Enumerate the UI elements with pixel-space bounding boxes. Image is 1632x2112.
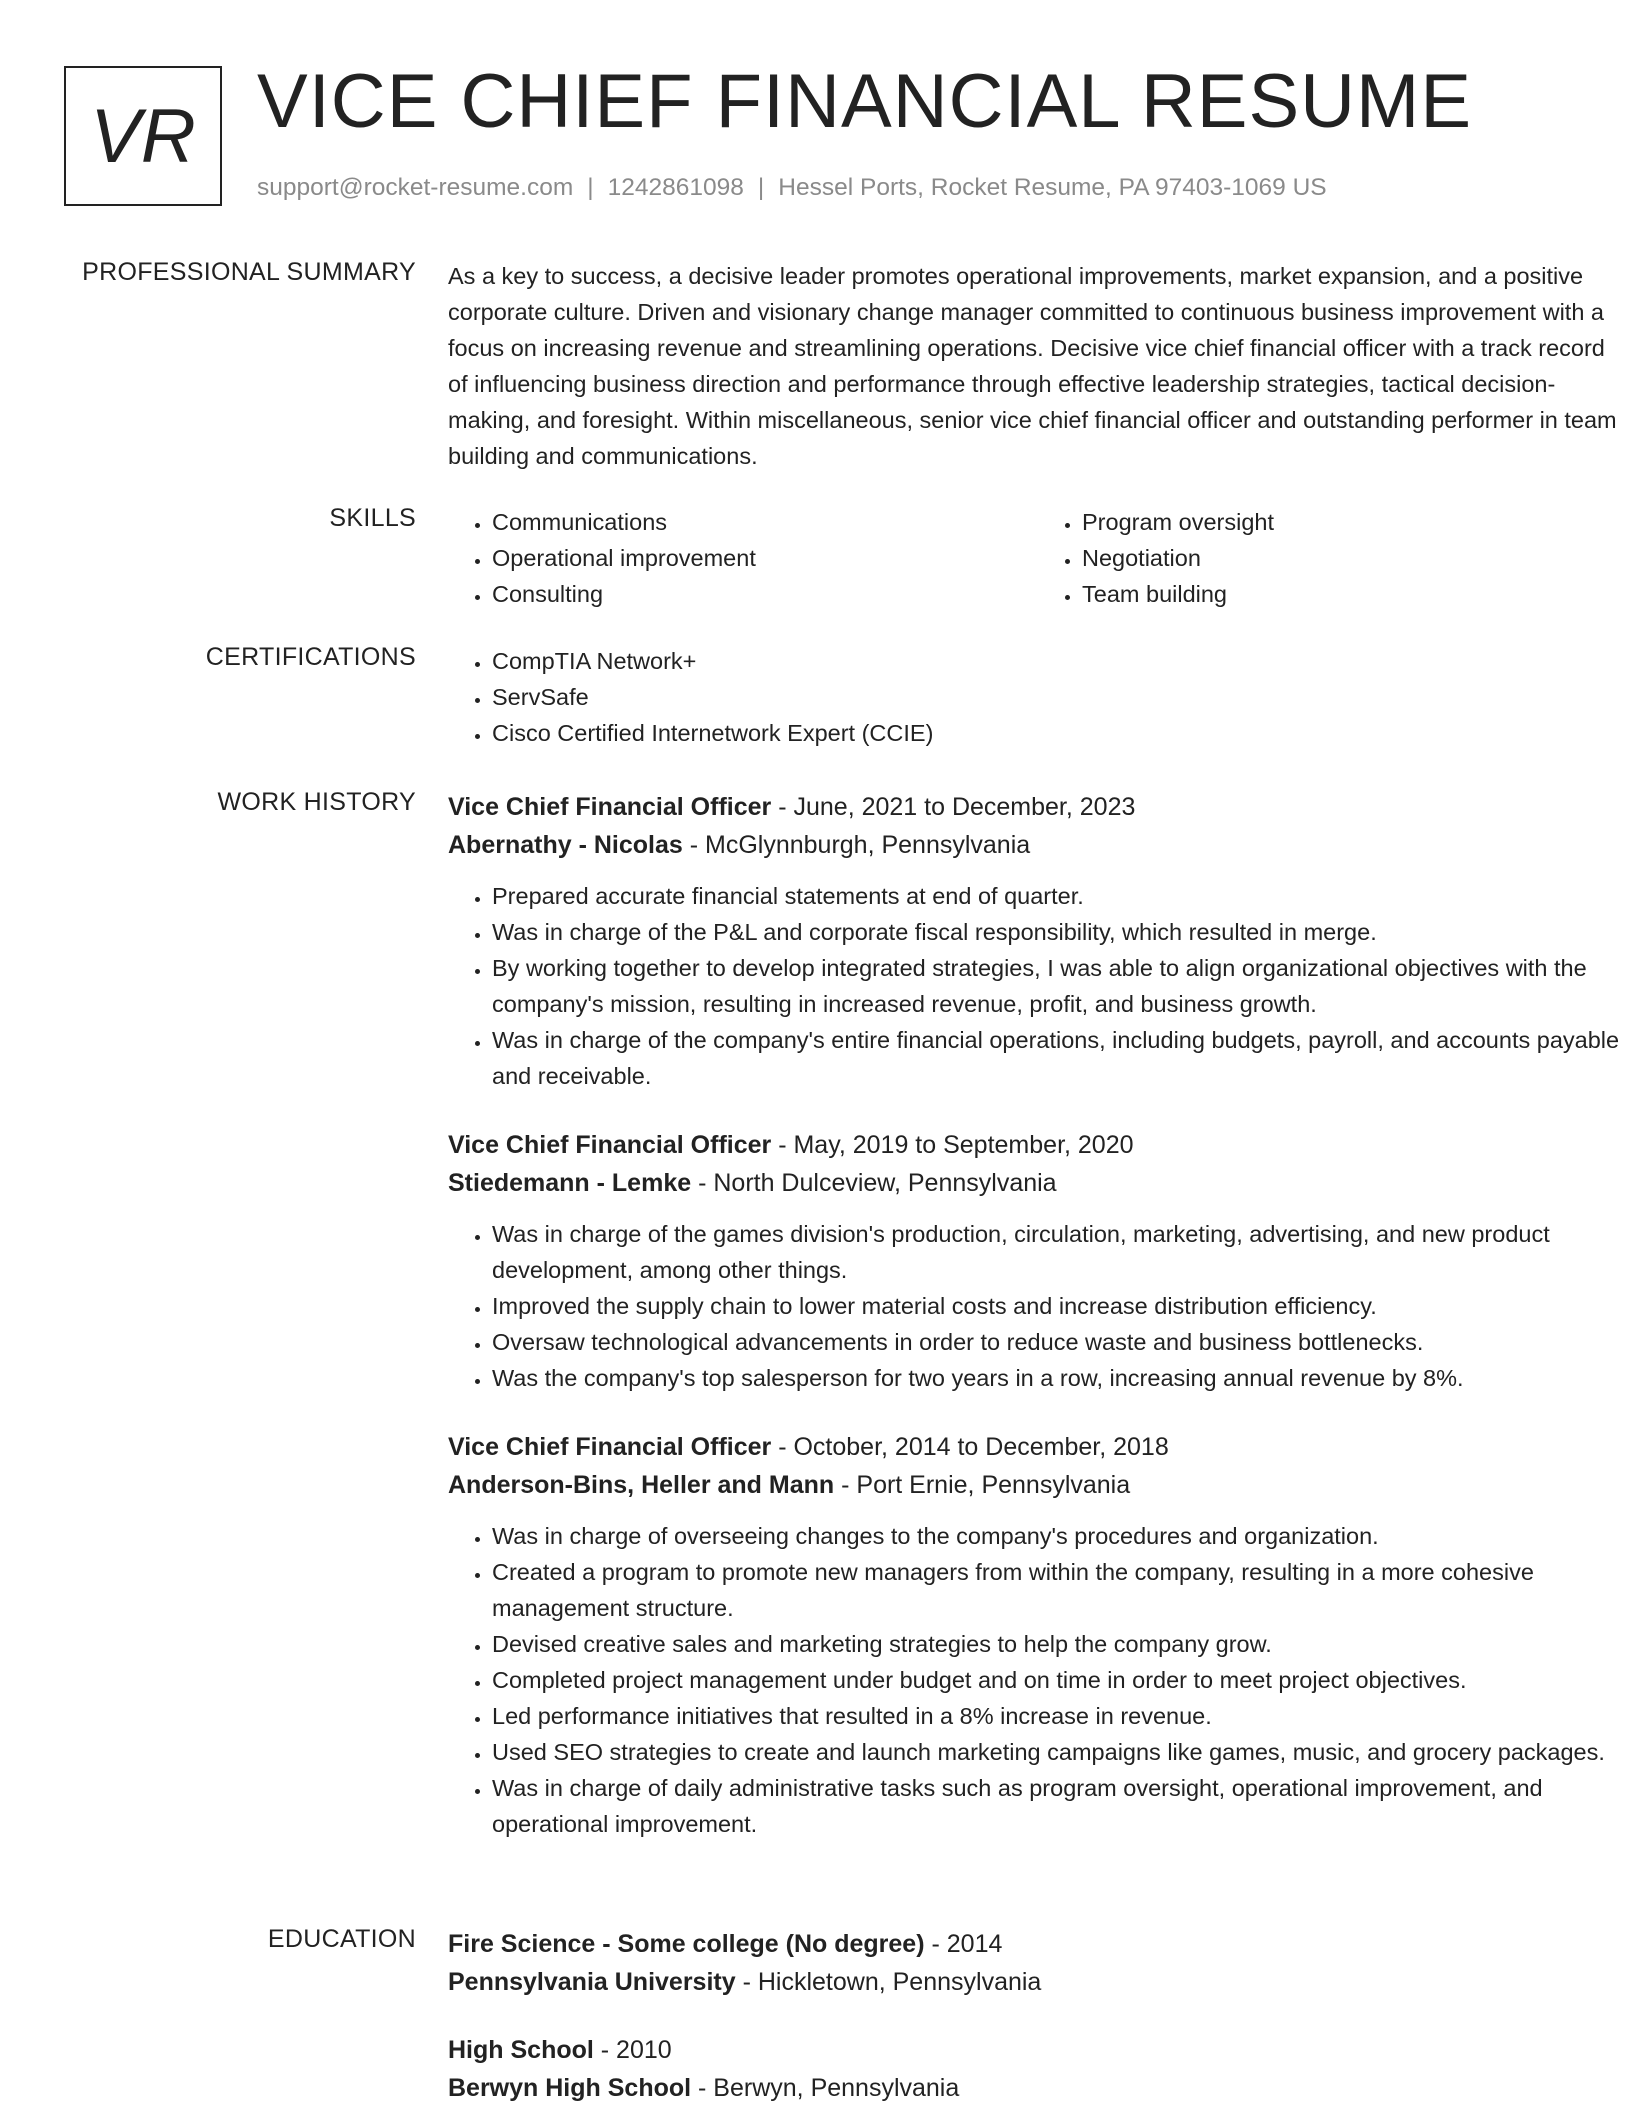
education-school-line xyxy=(448,1963,1628,2001)
job-bullets xyxy=(448,1518,1628,1842)
education-entry xyxy=(448,2031,1628,2107)
education-entry xyxy=(448,1925,1628,2001)
education-location: - Berwyn, Pennsylvania xyxy=(691,2074,960,2102)
education-degree: Fire Science - Some college (No degree) xyxy=(448,1930,925,1958)
resume-header xyxy=(64,59,1564,216)
summary-text: As a key to success, a decisive leader promotes operational improvements, market expansion, and a positive corporate culture. Driven and visionary change manager committed to continuous business improvement with a focus on increasing revenue and streamlining operations. Decisive vice chief financial officer with a track record of influencing business direction and performance through effective leadership strategies, tactical decision-making, and foresight. Within miscellaneous, senior vice chief financial officer and outstanding performer in team building and communications. xyxy=(448,263,1617,469)
contact-separator: | xyxy=(587,174,594,201)
job-role-line xyxy=(448,788,1628,826)
contact-address: Hessel Ports, Rocket Resume, PA 97403-1069 US xyxy=(778,174,1327,201)
education-year: - 2010 xyxy=(593,2036,672,2064)
job-bullet: • Improved the supply chain to lower material costs and increase distribution efficiency. xyxy=(492,1288,1628,1324)
contact-phone: 1242861098 xyxy=(607,174,744,201)
certification-item: • CompTIA Network+ xyxy=(492,643,1628,679)
job-bullet: • Completed project management under budget and on time in order to meet project objectives. xyxy=(492,1662,1628,1698)
education-school-line xyxy=(448,2069,1628,2107)
job-company: Anderson-Bins, Heller and Mann xyxy=(448,1471,835,1499)
job-location: - Port Ernie, Pennsylvania xyxy=(834,1471,1131,1499)
job-company: Abernathy - Nicolas xyxy=(448,831,683,859)
education-degree: High School xyxy=(448,2036,594,2064)
job-role: Vice Chief Financial Officer xyxy=(448,1433,772,1461)
education-school: Berwyn High School xyxy=(448,2074,692,2102)
job-bullet: • Created a program to promote new managers from within the company, resulting in a more cohesive management structure. xyxy=(492,1554,1628,1626)
job-bullet: • Devised creative sales and marketing strategies to help the company grow. xyxy=(492,1626,1628,1662)
monogram-box: VR xyxy=(64,66,222,206)
skill-item: • Consulting xyxy=(492,576,1038,612)
skill-item: • Communications xyxy=(492,504,1038,540)
skills-list-right xyxy=(1038,504,1628,612)
skill-item: • Program oversight xyxy=(1082,504,1628,540)
job-company-line xyxy=(448,1164,1628,1202)
education-school: Pennsylvania University xyxy=(448,1968,736,1996)
job-company-line xyxy=(448,826,1628,864)
job-location: - McGlynnburgh, Pennsylvania xyxy=(682,831,1031,859)
job-bullet: • Was in charge of the games division's production, circulation, marketing, advertising, and new product development, among other things. xyxy=(492,1216,1628,1288)
section-title-work: WORK HISTORY xyxy=(217,788,416,816)
job-dates: - June, 2021 to December, 2023 xyxy=(771,793,1136,821)
job-bullets xyxy=(448,1216,1628,1396)
certifications-body xyxy=(448,643,1628,751)
job-role: Vice Chief Financial Officer xyxy=(448,1131,772,1159)
job-bullets xyxy=(448,878,1628,1094)
job-role: Vice Chief Financial Officer xyxy=(448,793,772,821)
skills-list-left xyxy=(448,504,1038,612)
job-bullet: • Was in charge of daily administrative tasks such as program oversight, operational improvement, and operational improvement. xyxy=(492,1770,1628,1842)
job-bullet: • Was in charge of the company's entire financial operations, including budgets, payroll, and accounts payable and receivable. xyxy=(492,1022,1628,1094)
education-location: - Hickletown, Pennsylvania xyxy=(735,1968,1042,1996)
job-bullet: • Prepared accurate financial statements at end of quarter. xyxy=(492,878,1628,914)
skill-item: • Negotiation xyxy=(1082,540,1628,576)
skills-body xyxy=(448,504,1628,612)
certification-item: • ServSafe xyxy=(492,679,1628,715)
job-location: - North Dulceview, Pennsylvania xyxy=(691,1169,1057,1197)
section-title-skills: SKILLS xyxy=(329,504,416,532)
contact-separator: | xyxy=(757,174,765,201)
work-body xyxy=(448,788,1628,1842)
education-degree-line xyxy=(448,2031,1628,2069)
section-title-summary: PROFESSIONAL SUMMARY xyxy=(82,258,416,286)
contact-line xyxy=(257,174,1327,202)
skill-item: • Operational improvement xyxy=(492,540,1038,576)
job-entry xyxy=(448,1126,1628,1396)
section-title-education: EDUCATION xyxy=(267,1925,416,1953)
resume-title: VICE CHIEF FINANCIAL RESUME xyxy=(257,59,1473,144)
job-bullet: • Used SEO strategies to create and launch marketing campaigns like games, music, and grocery packages. xyxy=(492,1734,1628,1770)
job-company: Stiedemann - Lemke xyxy=(448,1169,692,1197)
certifications-list xyxy=(448,643,1628,751)
certification-item: • Cisco Certified Internetwork Expert (CCIE) xyxy=(492,715,1628,751)
job-bullet: • Was in charge of overseeing changes to the company's procedures and organization. xyxy=(492,1518,1628,1554)
education-year: - 2014 xyxy=(924,1930,1003,1958)
job-bullet: • Led performance initiatives that resulted in a 8% increase in revenue. xyxy=(492,1698,1628,1734)
job-bullet: • Was the company's top salesperson for two years in a row, increasing annual revenue by 8%. xyxy=(492,1360,1628,1396)
summary-body xyxy=(448,258,1628,474)
job-bullet: • By working together to develop integrated strategies, I was able to align organizational objectives with the company's mission, resulting in increased revenue, profit, and business growth. xyxy=(492,950,1628,1022)
job-role-line xyxy=(448,1428,1628,1466)
skill-item: • Team building xyxy=(1082,576,1628,612)
contact-email: support@rocket-resume.com xyxy=(257,174,574,201)
job-entry xyxy=(448,788,1628,1094)
job-bullet: • Oversaw technological advancements in order to reduce waste and business bottlenecks. xyxy=(492,1324,1628,1360)
job-dates: - October, 2014 to December, 2018 xyxy=(771,1433,1169,1461)
job-role-line xyxy=(448,1126,1628,1164)
job-company-line xyxy=(448,1466,1628,1504)
section-title-certifications: CERTIFICATIONS xyxy=(205,643,416,671)
job-bullet: • Was in charge of the P&L and corporate fiscal responsibility, which resulted in merge. xyxy=(492,914,1628,950)
education-degree-line xyxy=(448,1925,1628,1963)
education-body xyxy=(448,1925,1628,2107)
job-entry xyxy=(448,1428,1628,1842)
job-dates: - May, 2019 to September, 2020 xyxy=(771,1131,1134,1159)
